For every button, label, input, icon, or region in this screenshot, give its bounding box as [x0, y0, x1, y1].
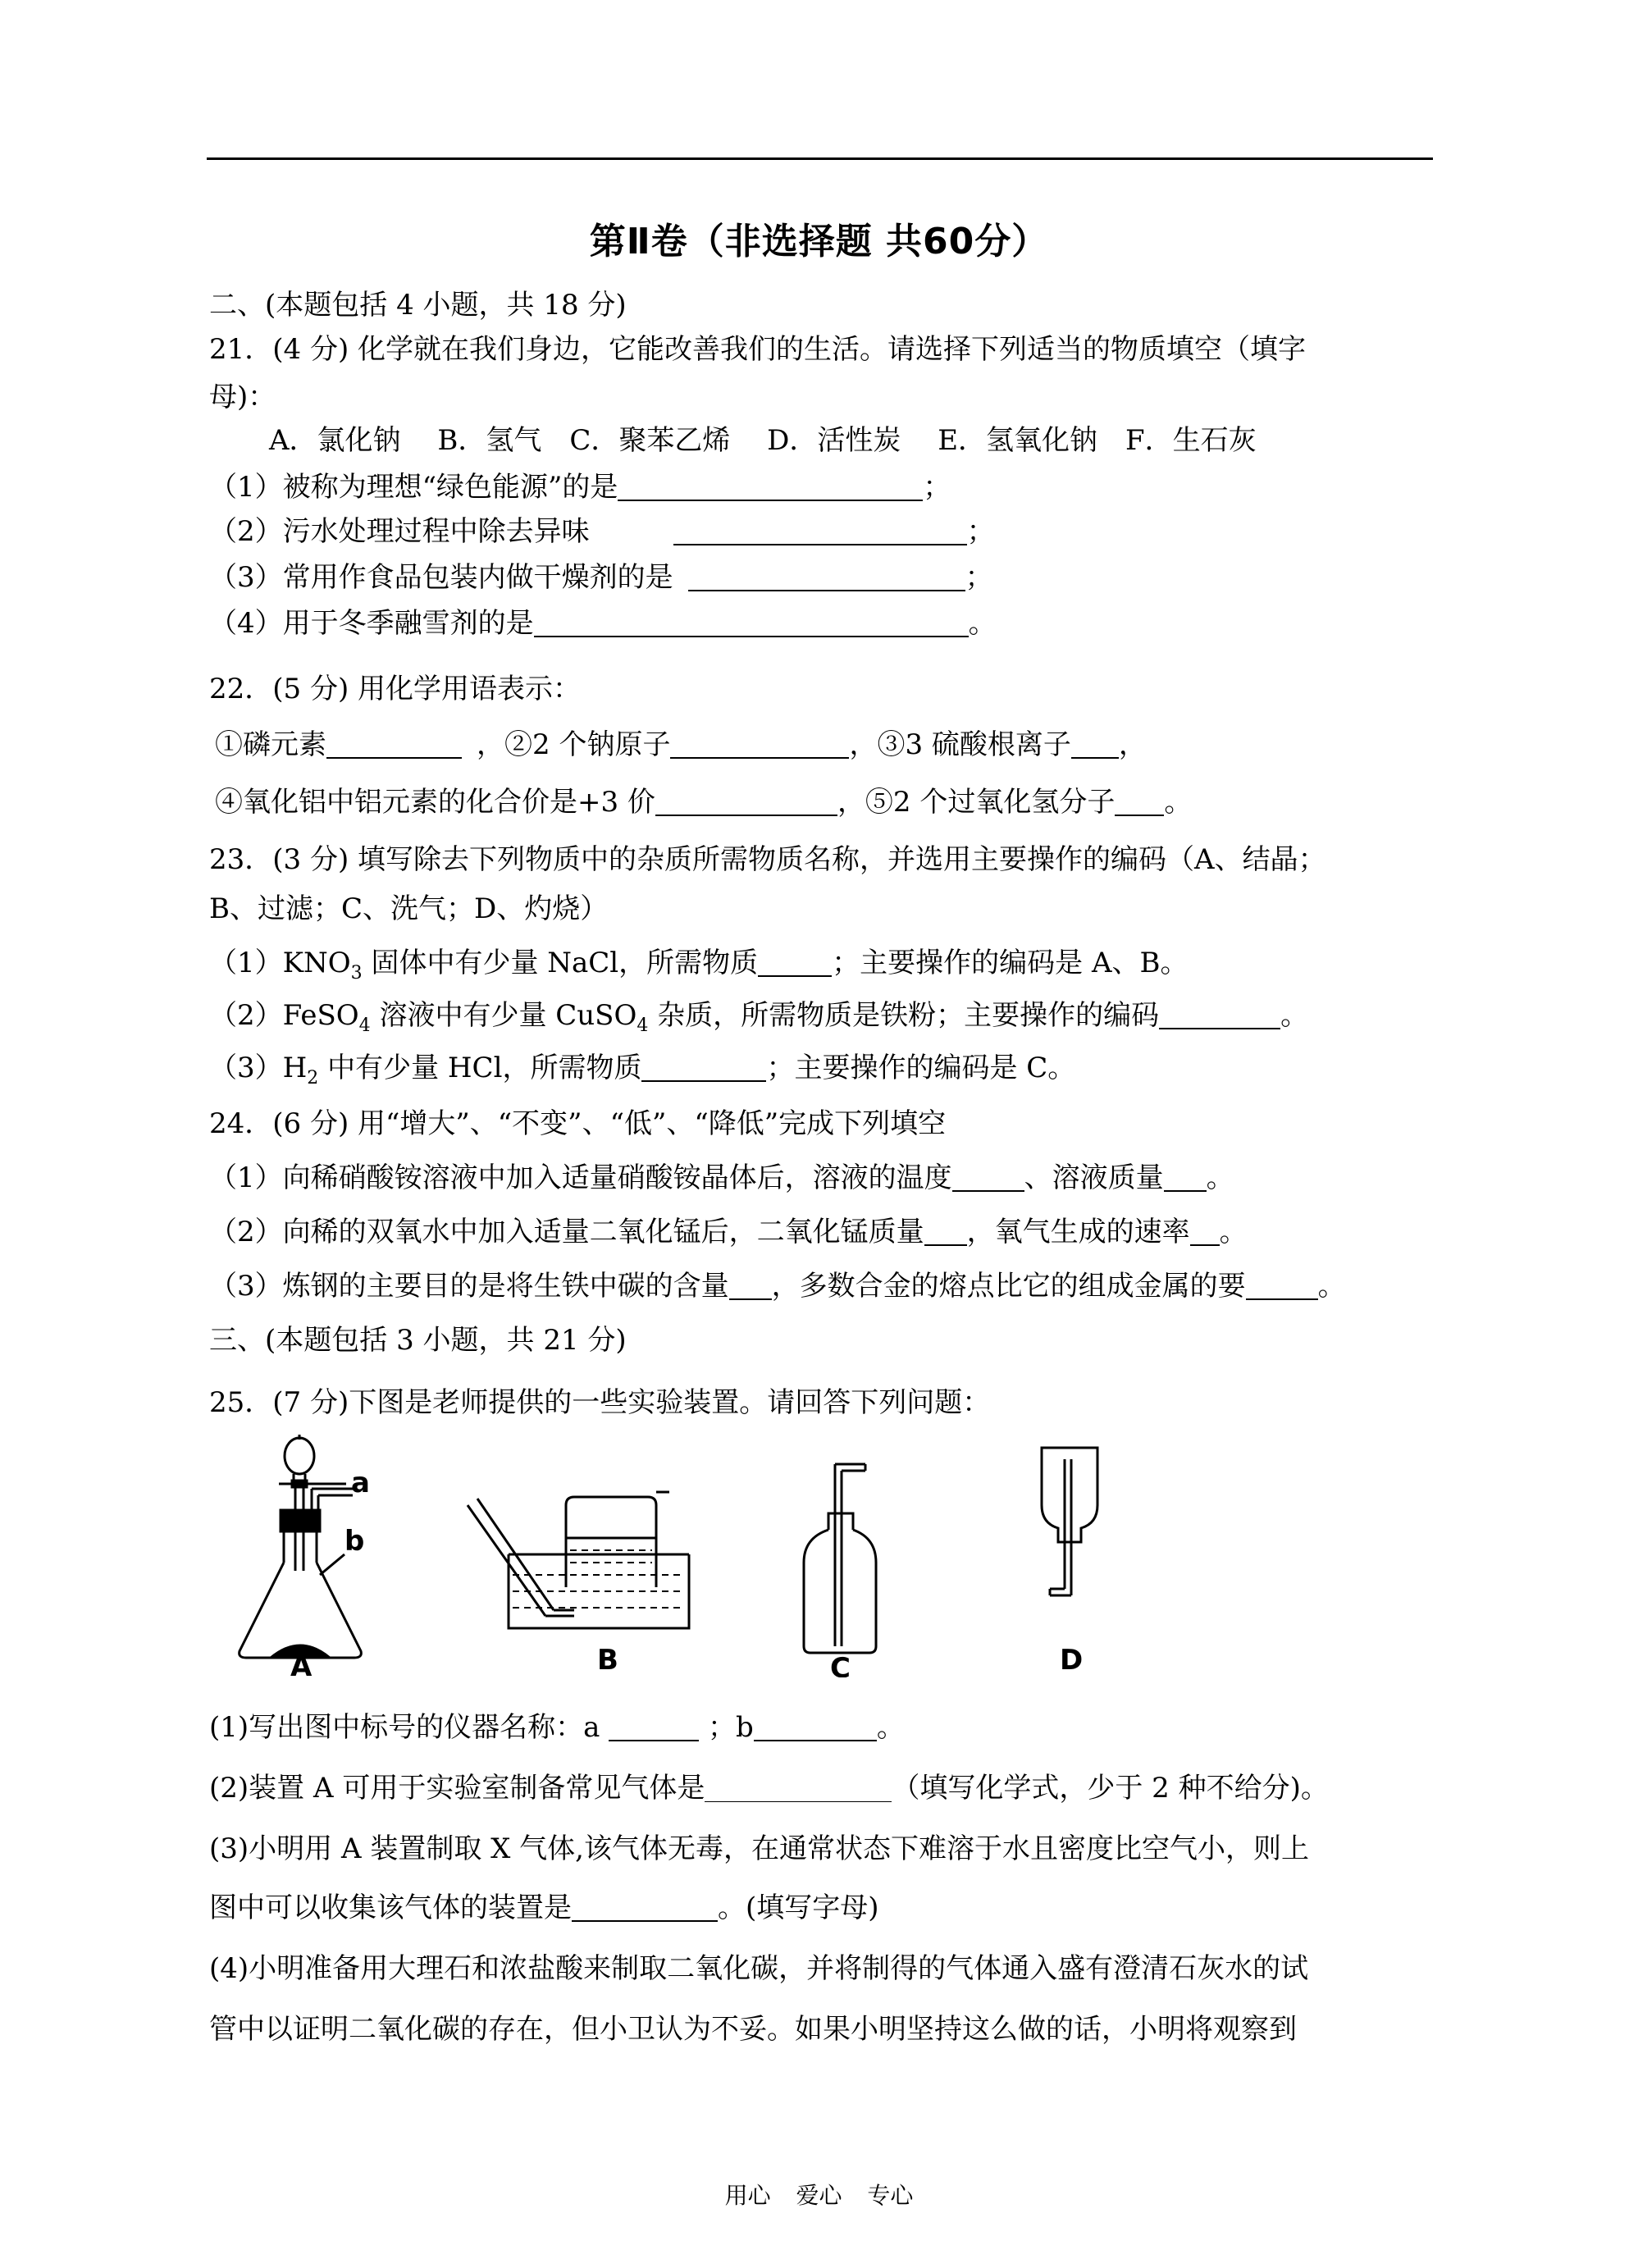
q23-blank-1[interactable] [758, 951, 832, 977]
q24-blank-solution-mass[interactable] [1164, 1166, 1207, 1192]
q21-part4: （4）用于冬季融雪剂的是 。 [209, 607, 997, 640]
section2-heading: 二、(本题包括 4 小题，共 18 分) [209, 289, 627, 322]
page-title: 第Ⅱ卷（非选择题 共60分） [589, 221, 1049, 262]
q21-answer-blank-1[interactable] [618, 475, 923, 501]
q21-stem-cont: 母)： [209, 381, 276, 413]
q24-blank-melting-point[interactable] [1246, 1274, 1318, 1300]
fig-label-b: B [597, 1644, 618, 1677]
fig-mark-b: b [344, 1525, 365, 1558]
q25-blank-collector[interactable] [572, 1896, 718, 1922]
q25-part3: (3)小明用 A 装置制取 X 气体,该气体无毒，在通常状态下难溶于水且密度比空气小，则上 [209, 1832, 1309, 1865]
q23-stem: 23．(3 分) 填写除去下列物质中的杂质所需物质名称，并选用主要操作的编码（A、结晶； [209, 843, 1326, 876]
q25-part4: (4)小明准备用大理石和浓盐酸来制取二氧化碳，并将制得的气体通入盛有澄清石灰水的试 [209, 1952, 1309, 1985]
q25-part4-cont: 管中以证明二氧化碳的存在，但小卫认为不妥。如果小明坚持这么做的话，小明将观察到 [209, 2013, 1297, 2046]
q25-blank-gases[interactable] [705, 1777, 892, 1802]
fig-label-c: C [830, 1652, 851, 1677]
q24-blank-mno2-mass[interactable] [924, 1220, 967, 1246]
fig-mark-a: a [351, 1467, 370, 1499]
q23-blank-2[interactable] [1159, 1003, 1280, 1029]
q22-blank-phosphorus[interactable] [326, 732, 462, 759]
q25-stem: 25．(7 分)下图是老师提供的一些实验装置。请回答下列问题： [209, 1386, 991, 1419]
q22-blank-sulfate-ions[interactable] [1071, 732, 1119, 759]
q21-answer-blank-2[interactable] [673, 519, 967, 545]
q25-blank-b[interactable] [754, 1715, 877, 1741]
apparatus-figure [221, 1431, 1206, 1677]
q24-part3: （3）炼钢的主要目的是将生铁中碳的含量 ，多数合金的熔点比它的组成金属的要 。 [209, 1270, 1346, 1303]
q25-part2: (2)装置 A 可用于实验室制备常见气体是 （填写化学式，少于 2 种不给分)。 [209, 1772, 1329, 1805]
q21-stem: 21．(4 分) 化学就在我们身边，它能改善我们的生活。请选择下列适当的物质填空（填字 [209, 333, 1307, 366]
q24-part2: （2）向稀的双氧水中加入适量二氧化锰后，二氧化锰质量 ，氧气生成的速率 。 [209, 1216, 1248, 1248]
top-rule [207, 157, 1433, 160]
q25-part3-cont: 图中可以收集该气体的装置是 。(填写字母) [209, 1892, 879, 1924]
q22-blank-valence[interactable] [655, 790, 837, 816]
q24-blank-rate[interactable] [1190, 1220, 1220, 1246]
fig-label-d: D [1060, 1644, 1084, 1677]
q24-stem: 24．(6 分) 用“增大”、“不变”、“低”、“降低”完成下列填空 [209, 1107, 947, 1140]
q23-stem-cont: B、过滤；C、洗气；D、灼烧） [209, 892, 609, 925]
q21-part4-text: （4）用于冬季融雪剂的是 [209, 607, 534, 640]
q22-row2: ④氧化铝中铝元素的化合价是+3 价 ，⑤2 个过氧化氢分子 。 [215, 786, 1193, 819]
q21-part1: （1）被称为理想“绿色能源”的是 ； [209, 471, 951, 504]
q22-stem: 22．(5 分) 用化学用语表示： [209, 673, 582, 705]
q23-blank-3[interactable] [641, 1056, 766, 1082]
q22-row1: ①磷元素 ，②2 个钠原子 ，③3 硫酸根离子 ， [215, 728, 1147, 761]
q25-part1: (1)写出图中标号的仪器名称：a ；b 。 [209, 1711, 905, 1744]
q25-blank-a[interactable] [609, 1715, 699, 1741]
q21-part2: （2）污水处理过程中除去异味 ； [209, 515, 995, 548]
q22-blank-h2o2[interactable] [1115, 790, 1164, 816]
q21-part1-text: （1）被称为理想“绿色能源”的是 [209, 471, 618, 504]
q24-part1: （1）向稀硝酸铵溶液中加入适量硝酸铵晶体后，溶液的温度 、溶液质量 。 [209, 1161, 1234, 1194]
q23-part3: $(3)H_2$ 中有少量 HCl，所需物质 ；主要操作的编码是 C。 [209, 1052, 1076, 1088]
apparatus-c-gas-bottle [804, 1464, 876, 1653]
apparatus-d-inverted-bottle [1042, 1448, 1097, 1595]
q21-part3-text: （3）常用作食品包装内做干燥剂的是 [209, 561, 673, 594]
apparatus-b-water-lines [513, 1550, 685, 1608]
q22-blank-sodium-atoms[interactable] [670, 732, 849, 759]
q23-part1: $(1)KNO_3$ 固体中有少量 NaCl，所需物质 ；主要操作的编码是 A、B。 [209, 947, 1189, 983]
q21-part3: （3）常用作食品包装内做干燥剂的是 ； [209, 561, 993, 594]
q23-part2: （2）FeSO$_4$ 溶液中有少量 CuSO$_4$ 杂质，所需物质是铁粉；主要操作的编码 。 [209, 999, 1309, 1036]
section3-heading: 三、(本题包括 3 小题，共 21 分) [209, 1324, 627, 1357]
apparatus-a-flask [240, 1435, 365, 1658]
page-footer: 用心 爱心 专心 [724, 2182, 914, 2209]
q21-options: A．氯化钠 B．氢气 C．聚苯乙烯 D．活性炭 E．氢氧化钠 F．生石灰 [269, 424, 1257, 457]
q21-answer-blank-3[interactable] [688, 565, 965, 591]
q21-answer-blank-4[interactable] [534, 611, 969, 637]
q21-part2-text: （2）污水处理过程中除去异味 [209, 515, 590, 548]
fig-label-a: A [290, 1650, 313, 1677]
q24-blank-carbon[interactable] [729, 1274, 772, 1300]
q24-blank-temperature[interactable] [952, 1166, 1024, 1192]
